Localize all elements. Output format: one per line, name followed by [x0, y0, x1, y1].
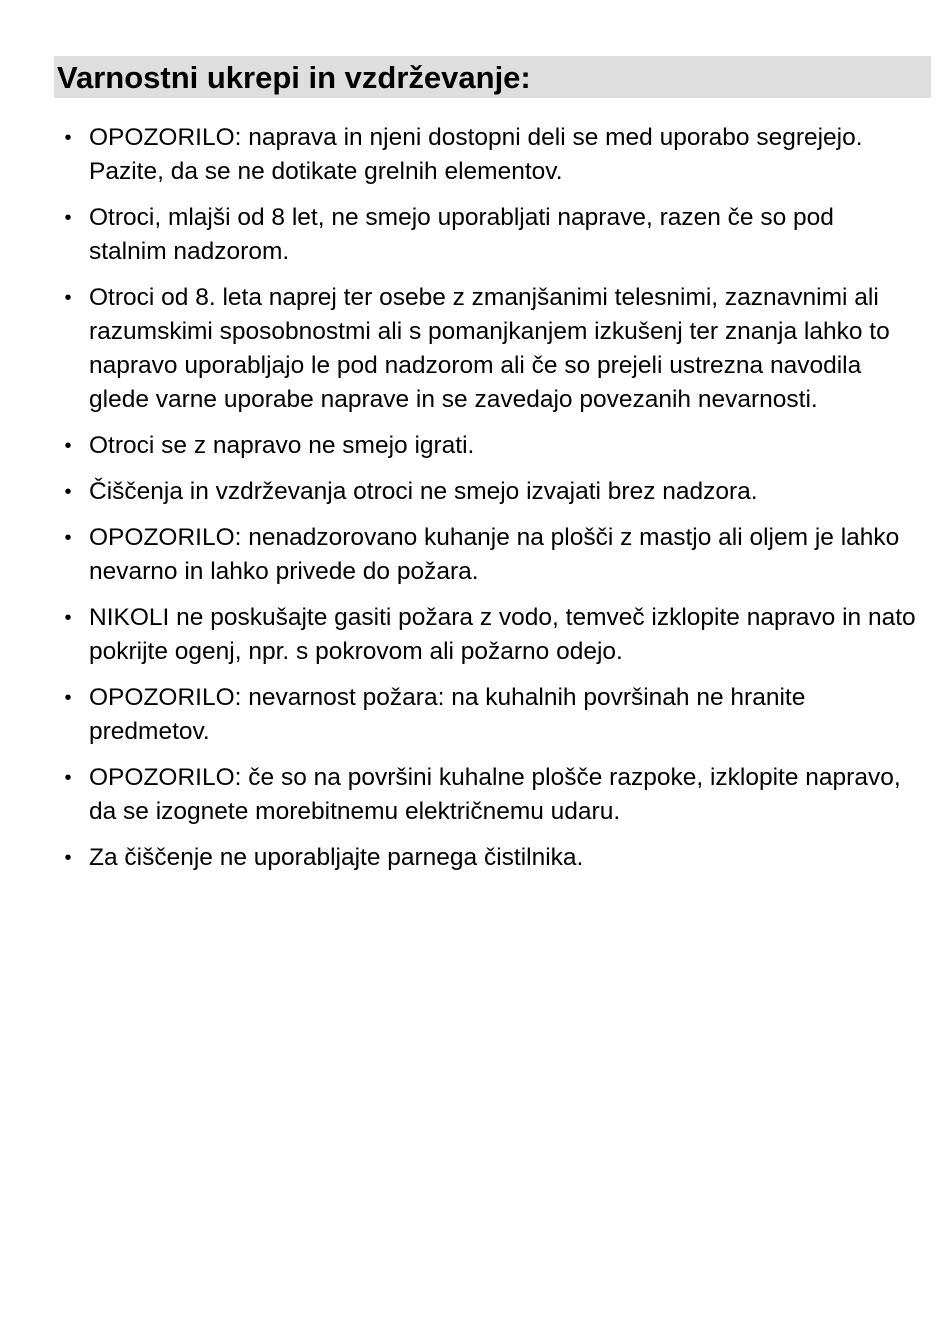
bullet-icon: •: [64, 287, 72, 309]
list-item: [57, 841, 917, 875]
list-item-text: NIKOLI ne poskušajte gasiti požara z vodo, temveč izklopite napravo in nato pokrijte ogenj, npr. s pokrovom ali požarno odejo.: [89, 604, 916, 665]
safety-list: [57, 121, 917, 887]
list-item-text: Za čiščenje ne uporabljajte parnega čistilnika.: [89, 844, 584, 871]
list-item-text: OPOZORILO: nevarnost požara: na kuhalnih površinah ne hranite predmetov.: [89, 684, 806, 745]
list-item: [57, 201, 917, 269]
section-heading: Varnostni ukrepi in vzdrževanje:: [57, 60, 531, 95]
list-item-text: OPOZORILO: naprava in njeni dostopni deli se med uporabo segrejejo. Pazite, da se ne dotikate grelnih elementov.: [89, 124, 863, 185]
list-item: [57, 121, 917, 189]
list-item: [57, 761, 917, 829]
list-item: [57, 521, 917, 589]
list-item-text: Otroci se z napravo ne smejo igrati.: [89, 432, 475, 459]
list-item: [57, 475, 917, 509]
bullet-icon: •: [64, 687, 72, 709]
bullet-icon: •: [64, 435, 72, 457]
bullet-icon: •: [64, 847, 72, 869]
list-item: [57, 681, 917, 749]
list-item: [57, 281, 917, 417]
bullet-icon: •: [64, 527, 72, 549]
bullet-icon: •: [64, 207, 72, 229]
list-item: [57, 429, 917, 463]
list-item-text: Otroci od 8. leta naprej ter osebe z zmanjšanimi telesnimi, zaznavnimi ali razumskimi sposobnostmi ali s pomanjkanjem izkušenj ter znanja lahko to napravo uporabljajo le pod nadzorom ali če so prejeli ustrezna navodila glede varne uporabe naprave in se zavedajo povezanih nevarnosti.: [89, 284, 890, 413]
list-item: [57, 601, 917, 669]
bullet-icon: •: [64, 127, 72, 149]
bullet-icon: •: [64, 767, 72, 789]
bullet-icon: •: [64, 481, 72, 503]
list-item-text: OPOZORILO: nenadzorovano kuhanje na plošči z mastjo ali oljem je lahko nevarno in lahko privede do požara.: [89, 524, 900, 585]
bullet-icon: •: [64, 607, 72, 629]
list-item-text: Čiščenja in vzdrževanja otroci ne smejo izvajati brez nadzora.: [89, 478, 758, 505]
list-item-text: Otroci, mlajši od 8 let, ne smejo uporabljati naprave, razen če so pod stalnim nadzorom.: [89, 204, 834, 265]
list-item-text: OPOZORILO: če so na površini kuhalne plošče razpoke, izklopite napravo, da se izognete morebitnemu električnemu udaru.: [89, 764, 901, 825]
